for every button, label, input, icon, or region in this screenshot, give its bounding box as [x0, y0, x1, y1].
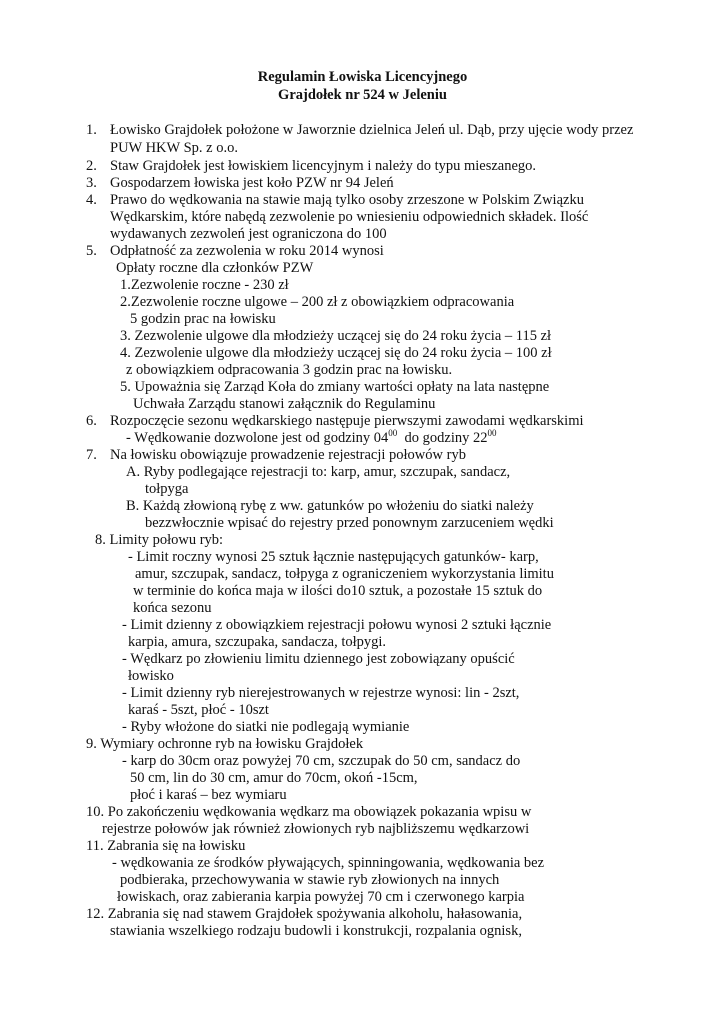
document-line: końca sezonu [133, 600, 212, 616]
document-line: z obowiązkiem odpracowania 3 godzin prac na łowisku. [126, 362, 453, 378]
document-line: w terminie do końca maja w ilości do10 sztuk, a pozostałe 15 sztuk do [133, 583, 543, 599]
document-line: wydawanych zezwoleń jest ograniczona do 100 [110, 226, 387, 242]
document-line: Rozpoczęcie sezonu wędkarskiego następuje pierwszymi zawodami wędkarskimi [110, 413, 584, 429]
document-line: Odpłatność za zezwolenia w roku 2014 wynosi [110, 243, 384, 259]
item-number: 2. [86, 158, 97, 174]
document-line: Staw Grajdołek jest łowiskiem licencyjnym i należy do typu mieszanego. [110, 158, 537, 174]
document-line: - karp do 30cm oraz powyżej 70 cm, szczupak do 50 cm, sandacz do [122, 753, 521, 769]
document-line: Uchwała Zarządu stanowi załącznik do Regulaminu [133, 396, 436, 412]
item-number: 3. [86, 175, 97, 191]
document-title-line-2: Grajdołek nr 524 w Jeleniu [278, 87, 447, 103]
document-line: PUW HKW Sp. z o.o. [110, 140, 238, 156]
document-title-line-1: Regulamin Łowiska Licencyjnego [257, 69, 468, 85]
document-line: - Wędkarz po złowieniu limitu dziennego jest zobowiązany opuścić [122, 651, 515, 667]
document-line: Na łowisku obowiązuje prowadzenie rejestracji połowów ryb [110, 447, 466, 463]
document-line: tołpyga [145, 481, 189, 497]
document-line: bezzwłocznie wpisać do rejestry przed ponownym zarzuceniem wędki [145, 515, 554, 531]
document-line: Prawo do wędkowania na stawie mają tylko osoby zrzeszone w Polskim Związku [110, 192, 584, 208]
document-line: Opłaty roczne dla członków PZW [116, 260, 314, 276]
document-line: - wędkowania ze środków pływających, spinningowania, wędkowania bez [112, 855, 545, 871]
document-line: - Limit dzienny ryb nierejestrowanych w rejestrze wynosi: lin - 2szt, [122, 685, 520, 701]
document-line: 8. Limity połowu ryb: [95, 532, 224, 548]
document-line: 1.Zezwolenie roczne - 230 zł [120, 277, 289, 293]
item-number: 4. [86, 192, 97, 208]
document-line: 2.Zezwolenie roczne ulgowe – 200 zł z obowiązkiem odpracowania [120, 294, 515, 310]
document-line: - Limit roczny wynosi 25 sztuk łącznie następujących gatunków- karp, [128, 549, 539, 565]
document-line: amur, szczupak, sandacz, tołpyga z ograniczeniem wykorzystania limitu [135, 566, 554, 582]
document-line: 50 cm, lin do 30 cm, amur do 70cm, okoń -15cm, [130, 770, 418, 786]
document-line: łowisko [128, 668, 174, 684]
item-number: 1. [86, 122, 97, 138]
fishing-hours-text: - Wędkowanie dozwolone jest od godziny 04 [126, 430, 389, 446]
document-line: łowiskach, oraz zabierania karpia powyżej 70 cm i czerwonego karpia [117, 889, 525, 905]
document-line: 12. Zabrania się nad stawem Grajdołek spożywania alkoholu, hałasowania, [86, 906, 523, 922]
item-number: 7. [86, 447, 97, 463]
document-line: 5 godzin prac na łowisku [130, 311, 276, 327]
document-line: 5. Upoważnia się Zarząd Koła do zmiany wartości opłaty na lata następne [120, 379, 550, 395]
document-line: płoć i karaś – bez wymiaru [130, 787, 287, 803]
document-line: Gospodarzem łowiska jest koło PZW nr 94 Jeleń [110, 175, 394, 191]
document-line: 3. Zezwolenie ulgowe dla młodzieży uczącej się do 24 roku życia – 115 zł [120, 328, 552, 344]
fishing-hours-text-end: do godziny 22 [397, 430, 488, 446]
superscript-minutes: 00 [388, 428, 398, 438]
document-line: podbieraka, przechowywania w stawie ryb złowionych na innych [120, 872, 500, 888]
document-line: 10. Po zakończeniu wędkowania wędkarz ma obowiązek pokazania wpisu w [86, 804, 532, 820]
document-line: Wędkarskim, które nabędą zezwolenie po wniesieniu odpowiednich składek. Ilość [110, 209, 589, 225]
item-number: 5. [86, 243, 97, 259]
document-line: 11. Zabrania się na łowisku [86, 838, 246, 854]
document-line: Łowisko Grajdołek położone w Jaworznie dzielnica Jeleń ul. Dąb, przy ujęcie wody przez [110, 122, 634, 138]
fishing-hours-line [126, 429, 497, 447]
document-line: - Limit dzienny z obowiązkiem rejestracji połowu wynosi 2 sztuki łącznie [122, 617, 552, 633]
document-line: A. Ryby podlegające rejestracji to: karp, amur, szczupak, sandacz, [126, 464, 511, 480]
superscript-minutes: 00 [487, 428, 497, 438]
document-line: rejestrze połowów jak również złowionych ryb najbliższemu wędkarzowi [102, 821, 530, 837]
document-line: karpia, amura, szczupaka, sandacza, tołpygi. [128, 634, 387, 650]
document-line: 4. Zezwolenie ulgowe dla młodzieży uczącej się do 24 roku życia – 100 zł [120, 345, 552, 361]
document-line: stawiania wszelkiego rodzaju budowli i konstrukcji, rozpalania ognisk, [110, 923, 522, 939]
item-number: 6. [86, 413, 97, 429]
document-line: 9. Wymiary ochronne ryb na łowisku Grajdołek [86, 736, 364, 752]
document-line: karaś - 5szt, płoć - 10szt [128, 702, 269, 718]
document-line: B. Każdą złowioną rybę z ww. gatunków po włożeniu do siatki należy [126, 498, 534, 514]
document-line: - Ryby włożone do siatki nie podlegają wymianie [122, 719, 410, 735]
